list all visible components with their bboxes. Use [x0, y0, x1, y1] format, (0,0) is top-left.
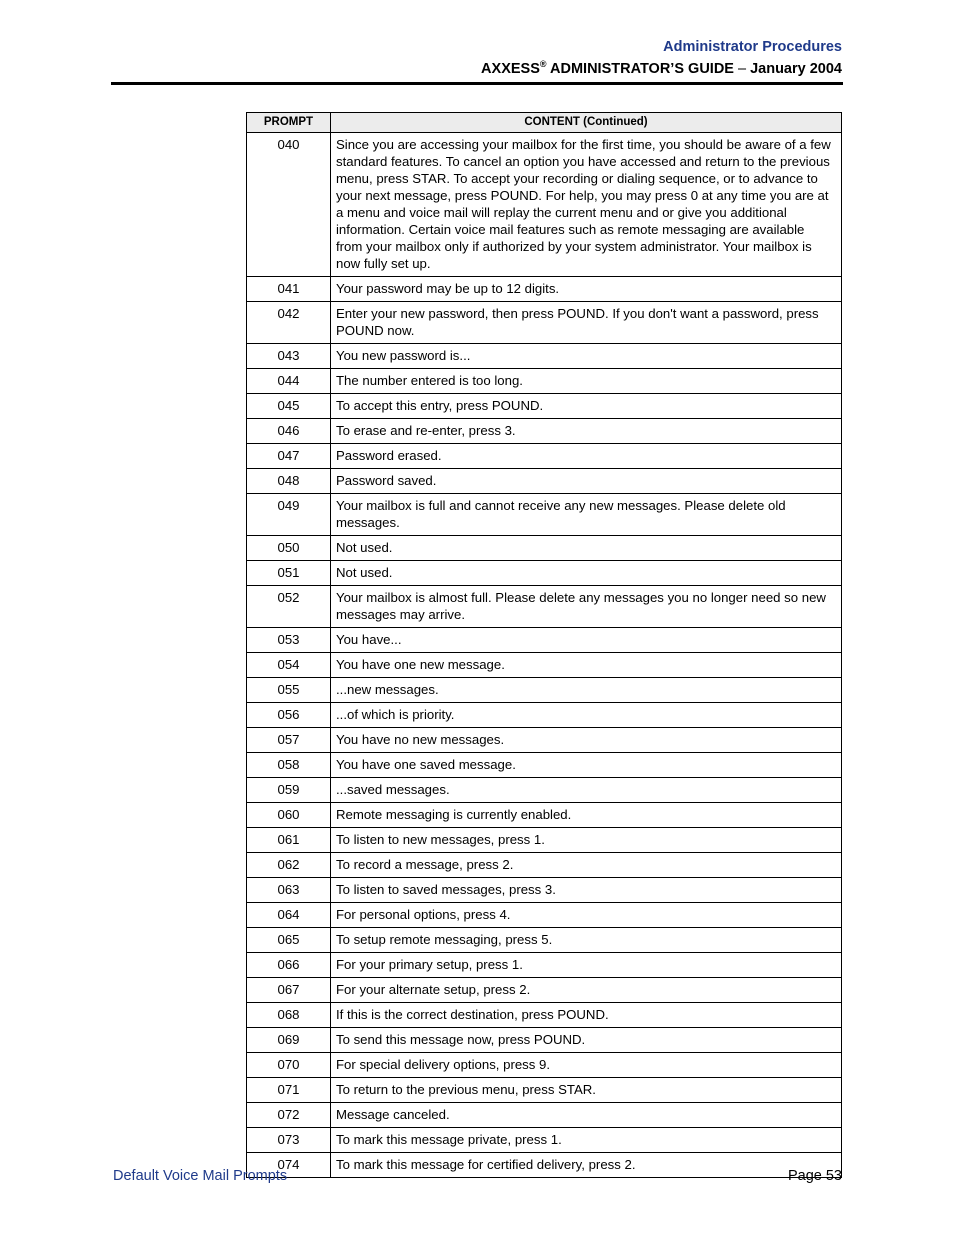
table-row: [247, 953, 842, 978]
table-row: [247, 1128, 842, 1153]
prompt-content: The number entered is too long.: [331, 369, 842, 394]
prompt-content: Password erased.: [331, 444, 842, 469]
prompt-number: 065: [247, 928, 331, 953]
prompt-content: For special delivery options, press 9.: [331, 1053, 842, 1078]
prompt-content: To send this message now, press POUND.: [331, 1028, 842, 1053]
prompt-content: Message canceled.: [331, 1103, 842, 1128]
prompt-number: 042: [247, 302, 331, 344]
prompt-content: To record a message, press 2.: [331, 853, 842, 878]
table-row: [247, 536, 842, 561]
prompt-content: Enter your new password, then press POUND. If you don't want a password, press POUND now.: [331, 302, 842, 344]
prompt-content: To listen to new messages, press 1.: [331, 828, 842, 853]
prompt-content: Remote messaging is currently enabled.: [331, 803, 842, 828]
prompt-content: ...of which is priority.: [331, 703, 842, 728]
prompt-content: ...saved messages.: [331, 778, 842, 803]
section-title: Administrator Procedures: [663, 39, 842, 55]
table-row: [247, 678, 842, 703]
table-row: [247, 1103, 842, 1128]
table-row: [247, 903, 842, 928]
prompt-number: 049: [247, 494, 331, 536]
table-row: [247, 978, 842, 1003]
table-row: [247, 561, 842, 586]
guide-title: [481, 60, 842, 78]
prompt-number: 056: [247, 703, 331, 728]
prompt-content: To setup remote messaging, press 5.: [331, 928, 842, 953]
prompt-content: Your password may be up to 12 digits.: [331, 277, 842, 302]
table-row: [247, 753, 842, 778]
prompt-number: 050: [247, 536, 331, 561]
table-row: [247, 728, 842, 753]
table-row: [247, 628, 842, 653]
prompt-number: 061: [247, 828, 331, 853]
table-row: [247, 1003, 842, 1028]
prompt-number: 040: [247, 133, 331, 277]
prompt-content: To return to the previous menu, press STAR.: [331, 1078, 842, 1103]
table-row: [247, 302, 842, 344]
column-header-prompt: PROMPT: [247, 113, 331, 133]
prompt-content: You new password is...: [331, 344, 842, 369]
prompt-number: 045: [247, 394, 331, 419]
prompt-number: 041: [247, 277, 331, 302]
table-row: [247, 394, 842, 419]
page-header: [481, 38, 842, 78]
prompt-number: 064: [247, 903, 331, 928]
prompt-content: To listen to saved messages, press 3.: [331, 878, 842, 903]
prompt-number: 048: [247, 469, 331, 494]
prompt-number: 059: [247, 778, 331, 803]
table-row: [247, 586, 842, 628]
prompt-content: To mark this message for certified delivery, press 2.: [331, 1153, 842, 1178]
prompt-number: 053: [247, 628, 331, 653]
prompt-number: 071: [247, 1078, 331, 1103]
prompt-content: Your mailbox is almost full. Please delete any messages you no longer need so new messages may arrive.: [331, 586, 842, 628]
registered-mark: ®: [539, 59, 547, 69]
prompt-content: Since you are accessing your mailbox for the first time, you should be aware of a few standard features. To cancel an option you have accessed and return to the previous menu, press STAR. To accept your recording or dialing sequence, or to advance to your next message, press POUND. For help, you may press 0 at any time you are at a menu and voice mail will replay the current menu and or give you additional information. Certain voice mail features such as remote messaging are available from your mailbox only if authorized by your system administrator. Your mailbox is now fully set up.: [331, 133, 842, 277]
prompt-number: 067: [247, 978, 331, 1003]
prompt-number: 043: [247, 344, 331, 369]
prompt-number: 072: [247, 1103, 331, 1128]
prompt-number: 063: [247, 878, 331, 903]
prompt-content: Not used.: [331, 561, 842, 586]
prompt-number: 069: [247, 1028, 331, 1053]
table-row: [247, 828, 842, 853]
table-row: [247, 494, 842, 536]
prompt-number: 054: [247, 653, 331, 678]
footer-page-number: Page 53: [787, 1168, 842, 1184]
prompt-number: 060: [247, 803, 331, 828]
prompt-number: 044: [247, 369, 331, 394]
table-row: [247, 1153, 842, 1178]
table-row: [247, 778, 842, 803]
prompt-number: 074: [247, 1153, 331, 1178]
prompt-number: 052: [247, 586, 331, 628]
table-row: [247, 853, 842, 878]
table-row: [247, 133, 842, 277]
guide-dash: –: [733, 61, 751, 77]
prompt-content: For your primary setup, press 1.: [331, 953, 842, 978]
prompt-number: 051: [247, 561, 331, 586]
prompt-number: 073: [247, 1128, 331, 1153]
table-row: [247, 277, 842, 302]
prompt-number: 068: [247, 1003, 331, 1028]
table-row: [247, 369, 842, 394]
prompt-content: ...new messages.: [331, 678, 842, 703]
prompt-number: 055: [247, 678, 331, 703]
prompt-content: To erase and re-enter, press 3.: [331, 419, 842, 444]
prompt-content: You have one saved message.: [331, 753, 842, 778]
prompt-number: 047: [247, 444, 331, 469]
guide-date: January 2004: [750, 61, 842, 77]
prompt-number: 070: [247, 1053, 331, 1078]
prompt-content: Password saved.: [331, 469, 842, 494]
prompt-number: 066: [247, 953, 331, 978]
table-row: [247, 444, 842, 469]
prompt-content: You have...: [331, 628, 842, 653]
table-header-row: [247, 113, 842, 133]
prompt-content: If this is the correct destination, press POUND.: [331, 1003, 842, 1028]
prompt-content: To mark this message private, press 1.: [331, 1128, 842, 1153]
prompt-content: For personal options, press 4.: [331, 903, 842, 928]
prompt-content: You have no new messages.: [331, 728, 842, 753]
prompt-content: Not used.: [331, 536, 842, 561]
table-row: [247, 1028, 842, 1053]
guide-brand: AXXESS: [481, 61, 540, 77]
table-row: [247, 878, 842, 903]
prompt-number: 057: [247, 728, 331, 753]
table-row: [247, 703, 842, 728]
prompt-content: For your alternate setup, press 2.: [331, 978, 842, 1003]
table-row: [247, 419, 842, 444]
table-row: [247, 344, 842, 369]
guide-title-rest: ADMINISTRATOR’S GUIDE: [546, 61, 734, 77]
table-row: [247, 928, 842, 953]
prompt-content: Your mailbox is full and cannot receive any new messages. Please delete old messages.: [331, 494, 842, 536]
prompt-number: 062: [247, 853, 331, 878]
prompt-number: 058: [247, 753, 331, 778]
header-rule: [111, 82, 843, 85]
prompt-number: 046: [247, 419, 331, 444]
table-row: [247, 653, 842, 678]
prompt-content: To accept this entry, press POUND.: [331, 394, 842, 419]
table-row: [247, 1053, 842, 1078]
column-header-content: CONTENT (Continued): [331, 113, 842, 133]
prompt-content: You have one new message.: [331, 653, 842, 678]
table-row: [247, 1078, 842, 1103]
table-row: [247, 803, 842, 828]
prompts-table: [246, 112, 842, 1178]
table-row: [247, 469, 842, 494]
footer-section-name: Default Voice Mail Prompts: [113, 1168, 288, 1184]
